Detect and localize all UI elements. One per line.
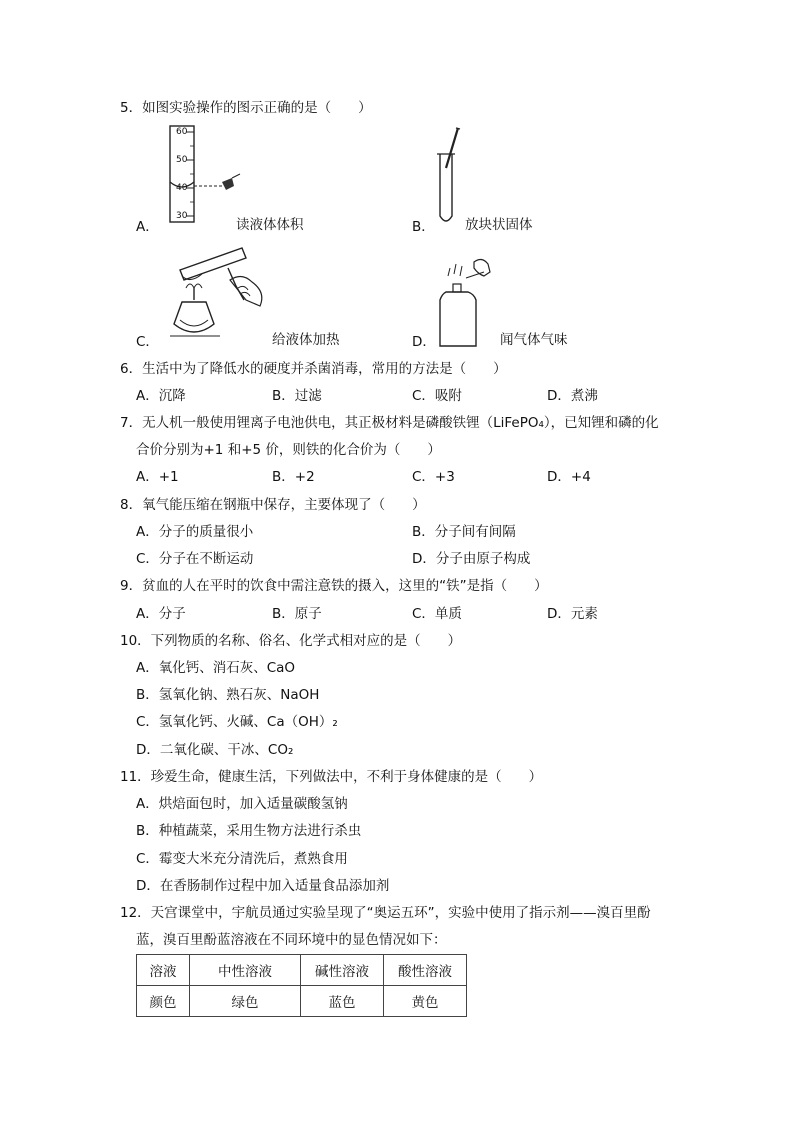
q12-line-1: 12．天宫课堂中，宇航员通过实验呈现了“奥运五环”，实验中使用了指示剂——溴百里酚 bbox=[120, 905, 651, 921]
q5-option-a-letter: A． bbox=[136, 219, 159, 235]
q7-option-d: D．+4 bbox=[547, 469, 591, 485]
table-cell: 溶液 bbox=[137, 955, 190, 986]
q5-option-c-letter: C． bbox=[136, 334, 159, 350]
table-cell: 颜色 bbox=[137, 986, 190, 1017]
q11-stem: 11．珍爱生命，健康生活，下列做法中，不利于身体健康的是（ ） bbox=[120, 769, 543, 785]
q5-option-c-text: 给液体加热 bbox=[272, 332, 340, 348]
alcohol-lamp-heating-illustration bbox=[160, 240, 280, 350]
table-cell: 酸性溶液 bbox=[384, 955, 467, 986]
q7-option-b: B．+2 bbox=[272, 469, 315, 485]
q10-stem: 10．下列物质的名称、俗名、化学式相对应的是（ ） bbox=[120, 633, 462, 649]
q10-option-d: D．二氧化碳、干冰、CO₂ bbox=[136, 742, 294, 758]
table-cell: 黄色 bbox=[384, 986, 467, 1017]
q11-option-a: A．烘焙面包时，加入适量碳酸氢钠 bbox=[136, 796, 348, 812]
q5-option-d-text: 闻气体气味 bbox=[500, 332, 568, 348]
q7-option-c: C．+3 bbox=[412, 469, 455, 485]
q7-line-1: 7．无人机一般使用锂离子电池供电，其正极材料是磷酸铁锂（LiFePO₄），已知锂和磷的化 bbox=[120, 415, 659, 431]
table-cell: 蓝色 bbox=[301, 986, 384, 1017]
q5-stem: 5．如图实验操作的图示正确的是（ ） bbox=[120, 100, 372, 116]
q9-option-b: B．原子 bbox=[272, 606, 322, 622]
q11-option-c: C．霉变大米充分清洗后，煮熟食用 bbox=[136, 851, 348, 867]
q12-line-2: 蓝，溴百里酚蓝溶液在不同环境中的显色情况如下： bbox=[136, 932, 447, 948]
table-cell: 绿色 bbox=[190, 986, 301, 1017]
q6-option-b: B．过滤 bbox=[272, 388, 322, 404]
q5-option-a-text: 读液体体积 bbox=[236, 217, 304, 233]
q9-stem: 9．贫血的人在平时的饮食中需注意铁的摄入，这里的“铁”是指（ ） bbox=[120, 578, 548, 594]
q6-option-c: C．吸附 bbox=[412, 388, 462, 404]
q11-option-b: B．种植蔬菜，采用生物方法进行杀虫 bbox=[136, 823, 362, 839]
q9-option-c: C．单质 bbox=[412, 606, 462, 622]
table-cell: 碱性溶液 bbox=[301, 955, 384, 986]
q7-option-a: A．+1 bbox=[136, 469, 179, 485]
test-tube-illustration bbox=[430, 124, 470, 228]
table-cell: 中性溶液 bbox=[190, 955, 301, 986]
q9-option-a: A．分子 bbox=[136, 606, 186, 622]
indicator-color-table bbox=[136, 954, 467, 1017]
q5-option-b-text: 放块状固体 bbox=[465, 217, 533, 233]
table-header-row bbox=[137, 955, 467, 986]
tick-30: 30 bbox=[176, 211, 188, 221]
q6-option-a: A．沉降 bbox=[136, 388, 186, 404]
q7-line-2: 合价分别为+1 和+5 价，则铁的化合价为（ ） bbox=[136, 442, 441, 458]
q11-option-d: D．在香肠制作过程中加入适量食品添加剂 bbox=[136, 878, 390, 894]
q8-option-a: A．分子的质量很小 bbox=[136, 524, 254, 540]
q10-option-c: C．氢氧化钙、火碱、Ca（OH）₂ bbox=[136, 714, 338, 730]
q9-option-d: D．元素 bbox=[547, 606, 598, 622]
graduated-cylinder-illustration bbox=[160, 124, 250, 224]
tick-60: 60 bbox=[176, 127, 188, 137]
q5-option-b-letter: B． bbox=[412, 219, 435, 235]
q8-option-d: D．分子由原子构成 bbox=[412, 551, 531, 567]
q8-option-b: B．分子间有间隔 bbox=[412, 524, 516, 540]
q10-option-a: A．氧化钙、消石灰、CaO bbox=[136, 660, 296, 676]
q6-stem: 6．生活中为了降低水的硬度并杀菌消毒，常用的方法是（ ） bbox=[120, 361, 507, 377]
tick-50: 50 bbox=[176, 155, 188, 165]
q8-option-c: C．分子在不断运动 bbox=[136, 551, 254, 567]
q6-option-d: D．煮沸 bbox=[547, 388, 598, 404]
q5-option-d-letter: D． bbox=[412, 334, 436, 350]
table-row bbox=[137, 986, 467, 1017]
q8-stem: 8．氧气能压缩在钢瓶中保存，主要体现了（ ） bbox=[120, 497, 426, 513]
smelling-gas-bottle-illustration bbox=[438, 254, 508, 350]
q10-option-b: B．氢氧化钠、熟石灰、NaOH bbox=[136, 687, 320, 703]
tick-40: 40 bbox=[176, 183, 188, 193]
